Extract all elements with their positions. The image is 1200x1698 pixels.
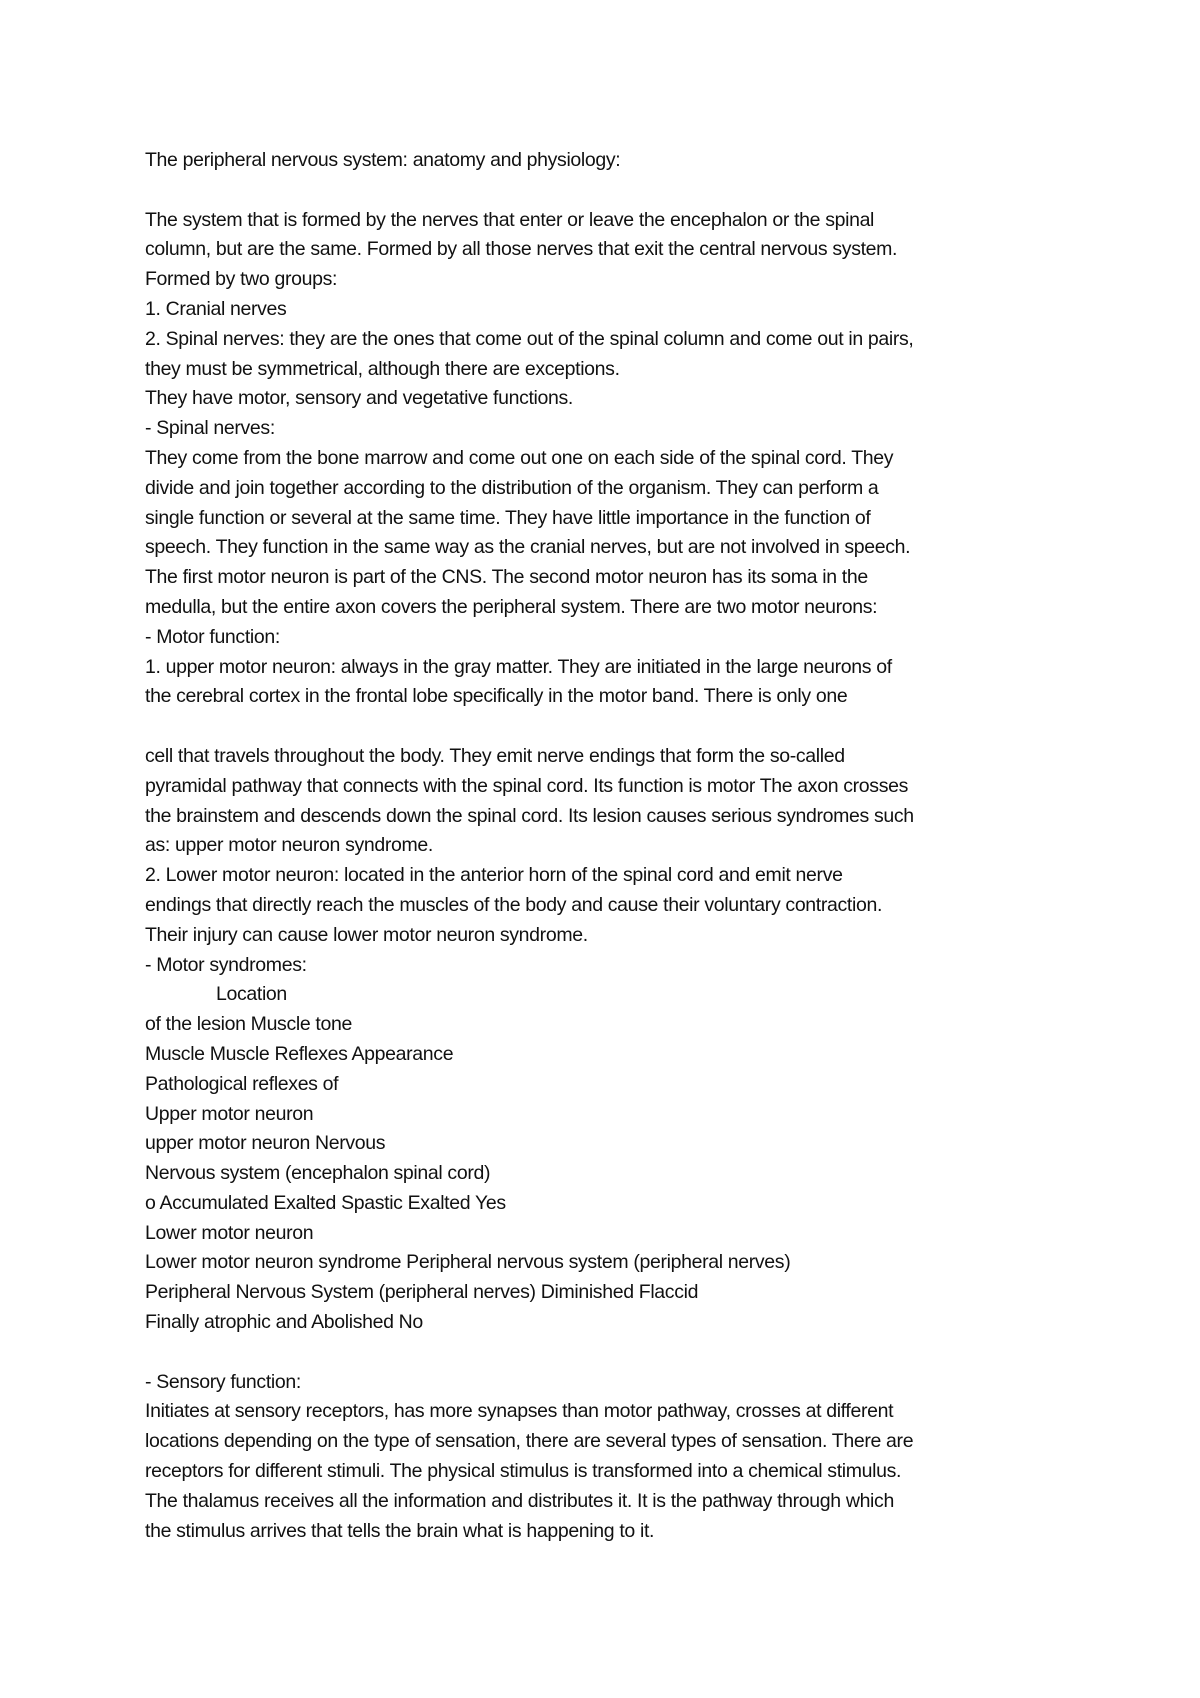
text-line: they must be symmetrical, although there are exceptions.	[145, 357, 620, 380]
text-line: locations depending on the type of sensation, there are several types of sensation. There are	[145, 1430, 914, 1453]
text-line: receptors for different stimuli. The physical stimulus is transformed into a chemical stimulus.	[145, 1460, 902, 1483]
text-line: They have motor, sensory and vegetative functions.	[145, 387, 574, 410]
list-item: 1. Cranial nerves	[145, 297, 287, 320]
text-line: cell that travels throughout the body. They emit nerve endings that form the so-called	[145, 744, 845, 767]
table-text-line: o Accumulated Exalted Spastic Exalted Yes	[145, 1191, 506, 1214]
text-line: as: upper motor neuron syndrome.	[145, 834, 433, 857]
text-line: They come from the bone marrow and come out one on each side of the spinal cord. They	[145, 446, 894, 469]
table-text-line: Lower motor neuron syndrome Peripheral nervous system (peripheral nerves)	[145, 1251, 791, 1274]
list-item: 2. Lower motor neuron: located in the anterior horn of the spinal cord and emit nerve	[145, 864, 843, 887]
text-line: pyramidal pathway that connects with the spinal cord. Its function is motor The axon crosses	[145, 774, 908, 797]
table-text-line: of the lesion Muscle tone	[145, 1013, 352, 1036]
table-text-line: Peripheral Nervous System (peripheral nerves) Diminished Flaccid	[145, 1281, 699, 1304]
text-line: divide and join together according to the distribution of the organism. They can perform a	[145, 476, 879, 499]
text-line: the stimulus arrives that tells the brain what is happening to it.	[145, 1519, 655, 1542]
text-line: Initiates at sensory receptors, has more synapses than motor pathway, crosses at different	[145, 1400, 894, 1423]
list-item: 2. Spinal nerves: they are the ones that come out of the spinal column and come out in pairs,	[145, 327, 914, 350]
section-heading: - Motor function:	[145, 625, 280, 648]
text-line: The thalamus receives all the information and distributes it. It is the pathway through which	[145, 1489, 894, 1512]
table-text-line: Nervous system (encephalon spinal cord)	[145, 1162, 491, 1185]
table-text-line: Muscle Muscle Reflexes Appearance	[145, 1042, 454, 1065]
table-text-line: Upper motor neuron	[145, 1102, 314, 1125]
text-line: speech. They function in the same way as the cranial nerves, but are not involved in speech.	[145, 536, 911, 559]
section-heading: - Sensory function:	[145, 1370, 301, 1393]
list-item: 1. upper motor neuron: always in the gray matter. They are initiated in the large neurons of	[145, 655, 892, 678]
text-line: column, but are the same. Formed by all those nerves that exit the central nervous system.	[145, 238, 898, 261]
text-line: medulla, but the entire axon covers the peripheral system. There are two motor neurons:	[145, 595, 878, 618]
document-title: The peripheral nervous system: anatomy and physiology:	[145, 149, 621, 171]
table-text-line: upper motor neuron Nervous	[145, 1132, 386, 1155]
text-line: single function or several at the same time. They have little importance in the function of	[145, 506, 871, 529]
section-heading: - Spinal nerves:	[145, 417, 275, 440]
text-line: Formed by two groups:	[145, 268, 338, 291]
blank-line	[145, 712, 1085, 742]
text-line: the brainstem and descends down the spinal cord. Its lesion causes serious syndromes such	[145, 804, 914, 827]
text-line: endings that directly reach the muscles of the body and cause their voluntary contraction.	[145, 893, 883, 916]
table-text-line: Lower motor neuron	[145, 1221, 314, 1244]
table-header-text: Location	[216, 983, 287, 1006]
text-line: the cerebral cortex in the frontal lobe specifically in the motor band. There is only one	[145, 685, 848, 708]
table-text-line: Pathological reflexes of	[145, 1072, 339, 1095]
text-line: The first motor neuron is part of the CNS. The second motor neuron has its soma in the	[145, 566, 868, 589]
blank-line	[145, 1338, 1085, 1368]
section-heading: - Motor syndromes:	[145, 953, 307, 976]
table-text-line: Finally atrophic and Abolished No	[145, 1311, 423, 1334]
text-line: Their injury can cause lower motor neuron syndrome.	[145, 923, 588, 946]
text-line: The system that is formed by the nerves that enter or leave the encephalon or the spinal	[145, 208, 875, 231]
blank-line	[145, 176, 1085, 206]
document-body	[145, 146, 1085, 1546]
